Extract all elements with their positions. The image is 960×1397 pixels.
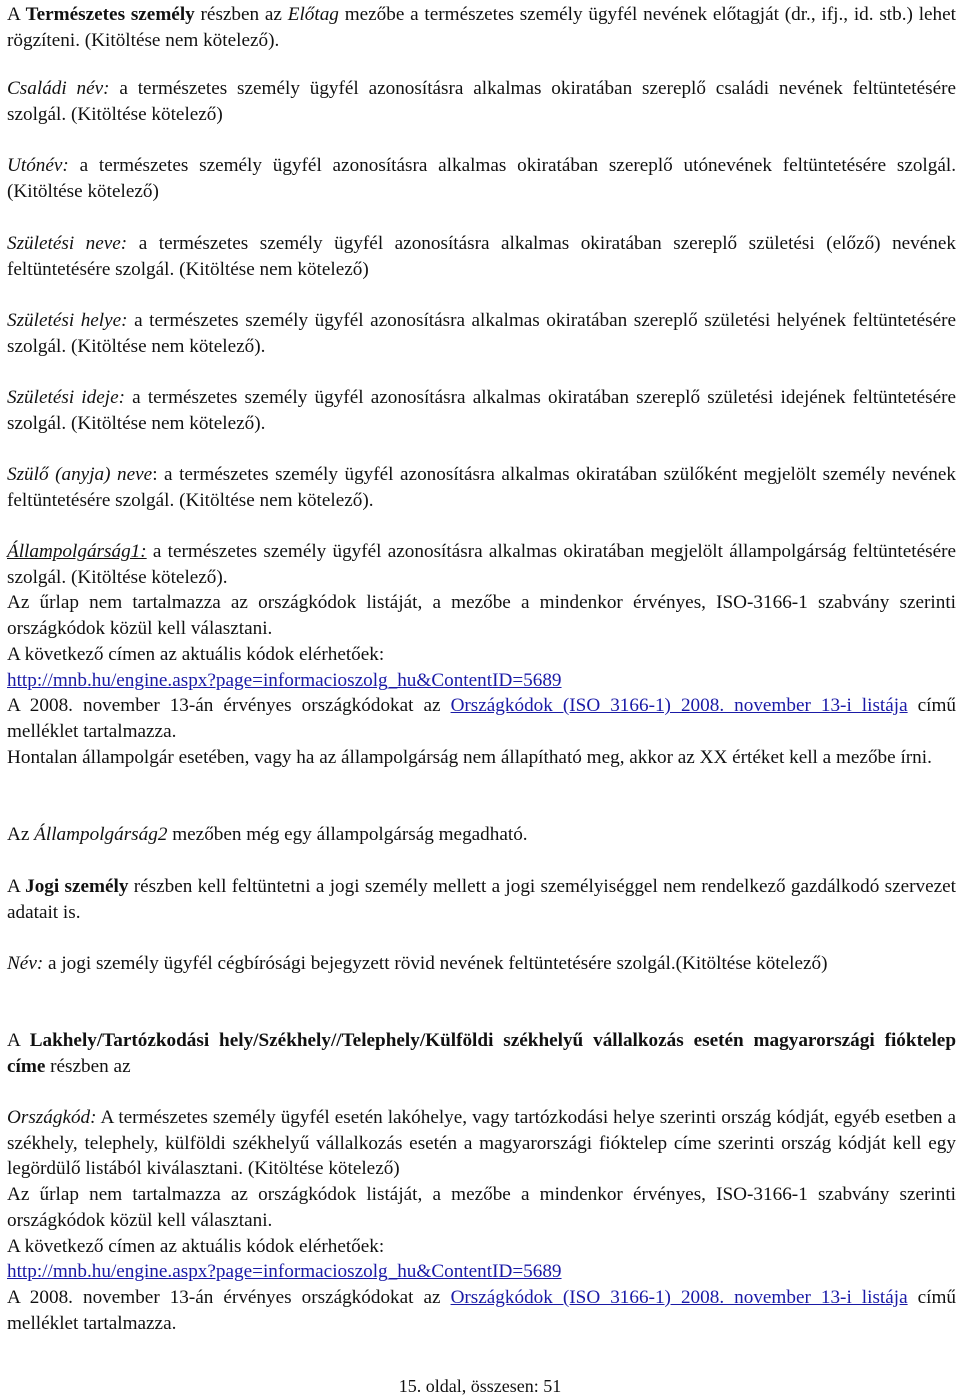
text: : a természetes személy ügyfél azonosításra alkalmas okiratában szülőként megjelölt személy nevének feltüntetésére szolgál. (Kitöltése nem kötelező). — [7, 464, 956, 511]
paragraph-orszagkod — [7, 1105, 956, 1336]
paragraph-szuletesi-ideje — [7, 385, 956, 436]
text: című melléklet tartalmazza. — [7, 695, 956, 742]
field-term: Állampolgárság1: — [7, 541, 147, 562]
paragraph-szuletesi-neve — [7, 231, 956, 282]
text: Az űrlap nem tartalmazza az országkódok listáját, a mezőbe a mindenkor érvényes, ISO-3166-1 szabvány szerinti országkódok közül kell választani. — [7, 592, 956, 640]
field-term: Szülő (anyja) neve — [7, 464, 153, 485]
section-term: Természetes személy — [25, 4, 195, 25]
text: a természetes személy ügyfél azonosításra alkalmas okiratában szereplő utónevének feltüntetésére szolgál. (Kitöltése kötelező) — [7, 155, 956, 202]
paragraph-nev — [7, 951, 956, 977]
field-term: Név: — [7, 953, 44, 974]
text: Az űrlap nem tartalmazza az országkódok listáját, a mezőbe a mindenkor érvényes, ISO-3166-1 szabvány szerinti országkódok közül kell választani. — [7, 1184, 956, 1231]
paragraph-allampolgarsag1 — [7, 539, 956, 770]
text: A 2008. november 13-án érvényes országkódokat az — [7, 695, 451, 717]
text: A — [7, 4, 26, 25]
text: Az — [7, 824, 35, 845]
text: A 2008. november 13-án érvényes országkódokat az — [7, 1286, 451, 1308]
text: a jogi személy ügyfél cégbírósági bejegyzett rövid nevének feltüntetésére szolgál.(Kitöltése kötelező) — [43, 953, 828, 974]
text: a természetes személy ügyfél azonosításra alkalmas okiratában szereplő születési (előző) nevének feltüntetésére szolgál. (Kitöltése nem kötelező) — [7, 233, 956, 280]
field-term: Előtag — [287, 4, 339, 25]
text: részben kell feltüntetni a jogi személy mellett a jogi személyiséggel nem rendelkező gazdálkodó szervezet adatait is. — [7, 876, 956, 923]
field-term: Állampolgárság2 — [34, 824, 168, 845]
text: A következő címen az aktuális kódok elérhetőek: — [7, 643, 385, 665]
mnb-link-2[interactable]: http://mnb.hu/engine.aspx?page=informacioszolg_hu&ContentID=5689 — [7, 1261, 562, 1283]
text: a természetes személy ügyfél azonosításra alkalmas okiratában megjelölt állampolgárság feltüntetésére szolgál. (Kitöltése kötelező). — [7, 541, 956, 588]
text: A természetes személy ügyfél esetén lakóhelye, vagy tartózkodási helye szerinti ország kódját, egyéb esetben a székhely, telephely, külföldi székhelyű vállalkozás esetén a magyarországi fióktelep címe szerinti ország kódját kell egy legördülő listából kiválasztani. (Kitöltése kötelező) — [7, 1107, 956, 1180]
orszagkodok-link-2[interactable]: Országkódok (ISO 3166-1) 2008. november 13-i listája — [450, 1286, 908, 1308]
text: mezőben még egy állampolgárság megadható. — [167, 824, 528, 845]
text: mezőbe a természetes személy ügyfél nevének előtagját (dr., ifj., id. stb.) lehet rögzíteni. (Kitöltése nem kötelező). — [7, 4, 956, 51]
text: a természetes személy ügyfél azonosításra alkalmas okiratában szereplő születési idejének feltüntetésére szolgál. (Kitöltése nem kötelező). — [7, 387, 956, 434]
text: részben az — [45, 1055, 131, 1077]
mnb-link[interactable]: http://mnb.hu/engine.aspx?page=informacioszolg_hu&ContentID=5689 — [7, 669, 562, 691]
field-term: Születési neve: — [7, 233, 128, 254]
text: a természetes személy ügyfél azonosításra alkalmas okiratában szereplő családi nevének feltüntetésére szolgál. (Kitöltése kötelező) — [7, 78, 956, 125]
field-term: Családi név: — [7, 78, 110, 99]
paragraph-utonev — [7, 153, 956, 204]
text: A — [7, 876, 26, 897]
orszagkodok-link[interactable]: Országkódok (ISO 3166-1) 2008. november 13-i listája — [450, 695, 908, 717]
paragraph-szulo-neve — [7, 462, 956, 513]
field-term: Utónév: — [7, 155, 69, 176]
text: a természetes személy ügyfél azonosításra alkalmas okiratában szereplő születési helyének feltüntetésére szolgál. (Kitöltése nem kötelező). — [7, 310, 957, 357]
section-term: Lakhely/Tartózkodási hely/Székhely//Telephely/Külföldi székhelyű vállalkozás esetén magyarországi fióktelep címe — [7, 1030, 956, 1077]
paragraph-lakhely — [7, 1028, 956, 1079]
page-footer: 15. oldal, összesen: 51 — [398, 1376, 562, 1396]
paragraph-allampolgarsag2 — [7, 822, 956, 848]
paragraph-szuletesi-helye — [7, 308, 956, 359]
text: A — [7, 1030, 30, 1051]
text: című melléklet tartalmazza. — [7, 1286, 956, 1334]
field-term: Születési helye: — [7, 310, 128, 331]
paragraph-elotag — [7, 2, 956, 53]
paragraph-csaladi-nev — [7, 76, 956, 127]
text: A következő címen az aktuális kódok elérhetőek: — [7, 1235, 385, 1257]
text: Hontalan állampolgár esetében, vagy ha az állampolgárság nem állapítható meg, akkor az XX értéket kell a mezőbe írni. — [7, 746, 932, 768]
field-term: Születési ideje: — [7, 387, 125, 408]
section-term: Jogi személy — [25, 876, 129, 897]
paragraph-jogi-szemely — [7, 874, 956, 925]
field-term: Országkód: — [7, 1107, 97, 1128]
text: részben az — [194, 4, 288, 25]
